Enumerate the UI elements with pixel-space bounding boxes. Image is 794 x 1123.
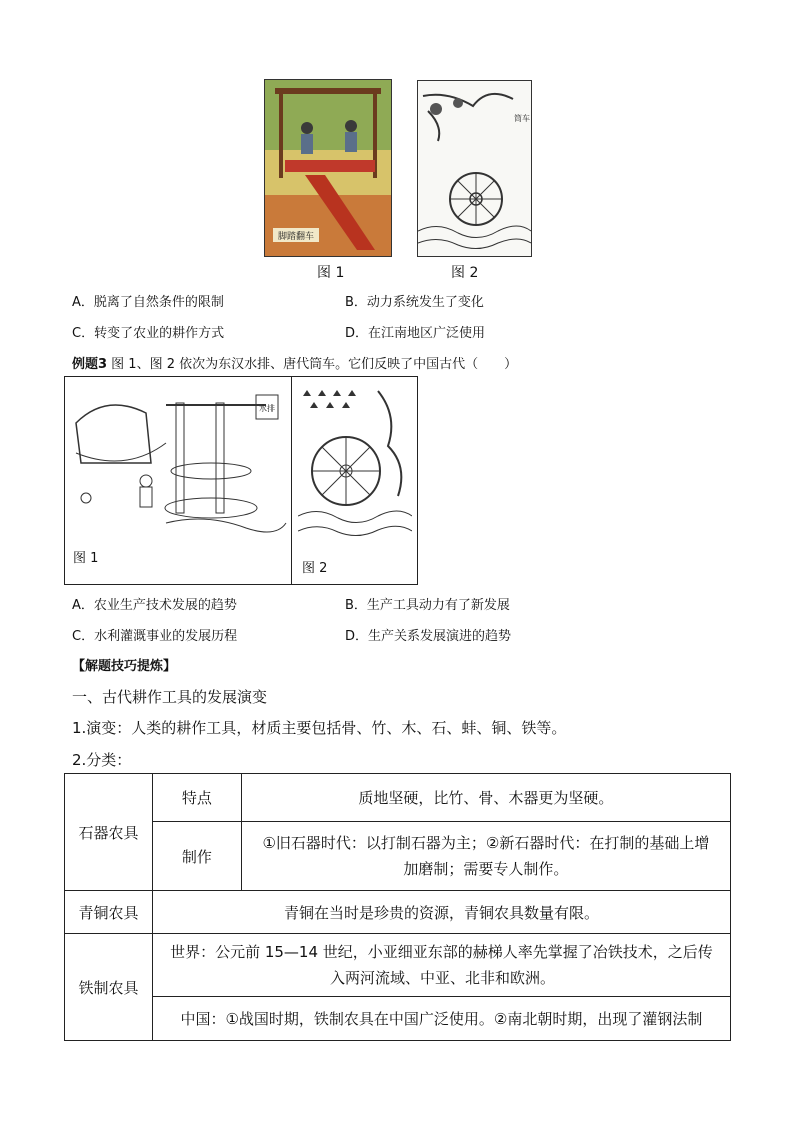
figure-2-inset-text: 筒车 (514, 114, 530, 123)
stone-make-line-2: 加磨制；需要专人制作。 (403, 860, 569, 878)
example-3-option-d[interactable]: D．生产关系发展演进的趋势 (345, 629, 512, 644)
table-row (65, 934, 731, 997)
stone-feature-text: 质地坚硬，比竹、骨、木器更为坚硬。 (241, 774, 730, 822)
example-3-text: 图 1、图 2 依次为东汉水排、唐代筒车。它们反映了中国古代（ ） (107, 357, 518, 372)
figure-2-caption: 图 2 (451, 265, 479, 281)
tips-section-1: 一、古代耕作工具的发展演变 (72, 688, 268, 706)
tips-heading: 【解题技巧提炼】 (72, 659, 177, 674)
example-3-option-a[interactable]: A．农业生产技术发展的趋势 (72, 598, 237, 613)
figure-1-inset-text: 脚踏翻车 (277, 232, 315, 242)
figure-2-illustration (418, 81, 531, 256)
example-3-label: 例题3 (72, 357, 108, 372)
iron-world-line-2: 入两河流域、中亚、北非和欧洲。 (329, 969, 555, 987)
example-3-option-b[interactable]: B．生产工具动力有了新发展 (345, 598, 510, 613)
bronze-tools-name: 青铜农具 (65, 891, 153, 934)
stone-make-line-1: ①旧石器时代：以打制石器为主；②新石器时代：在打制的基础上增 (262, 834, 710, 852)
table-row (65, 997, 731, 1041)
iron-world-text (152, 934, 730, 997)
prev-option-b[interactable]: B．动力系统发生了变化 (345, 295, 484, 310)
farm-tools-table (64, 773, 731, 1041)
example-3-figure-1-inset-text: 水排 (259, 404, 275, 413)
figure-1-pedal-waterwheel (264, 79, 392, 257)
iron-tools-name: 铁制农具 (65, 934, 153, 1041)
iron-world-line-1: 世界：公元前 15—14 世纪，小亚细亚东部的赫梯人率先掌握了冶铁技术，之后传 (170, 943, 713, 961)
tips-item-1: 1.演变：人类的耕作工具，材质主要包括骨、竹、木、石、蚌、铜、铁等。 (72, 719, 567, 737)
prev-option-a[interactable]: A．脱离了自然条件的限制 (72, 295, 224, 310)
example-3-figure-2-illustration (298, 386, 412, 542)
table-row (65, 891, 731, 934)
tips-item-2: 2.分类： (72, 751, 132, 769)
figure-2-tube-wheel (417, 80, 532, 257)
example-3-question (72, 353, 517, 372)
figure-1-illustration (265, 80, 391, 256)
stone-tools-name: 石器农具 (65, 774, 153, 891)
example-3-figure-2 (291, 376, 418, 585)
bronze-text: 青铜在当时是珍贵的资源，青铜农具数量有限。 (152, 891, 730, 934)
figure-1-caption: 图 1 (317, 265, 345, 281)
prev-option-d[interactable]: D．在江南地区广泛使用 (345, 326, 486, 341)
example-3-figure-1-illustration (66, 383, 292, 553)
table-row (65, 822, 731, 891)
table-row (65, 774, 731, 822)
stone-feature-label: 特点 (152, 774, 241, 822)
stone-make-text (241, 822, 730, 891)
example-3-figure-1 (64, 376, 292, 585)
example-3-figure-2-label: 图 2 (302, 561, 328, 576)
prev-option-c[interactable]: C．转变了农业的耕作方式 (72, 326, 225, 341)
iron-china-text: 中国：①战国时期，铁制农具在中国广泛使用。②南北朝时期，出现了灌钢法制 (152, 997, 730, 1041)
stone-make-label: 制作 (152, 822, 241, 891)
example-3-figure-1-label: 图 1 (73, 551, 99, 566)
example-3-option-c[interactable]: C．水利灌溉事业的发展历程 (72, 629, 238, 644)
